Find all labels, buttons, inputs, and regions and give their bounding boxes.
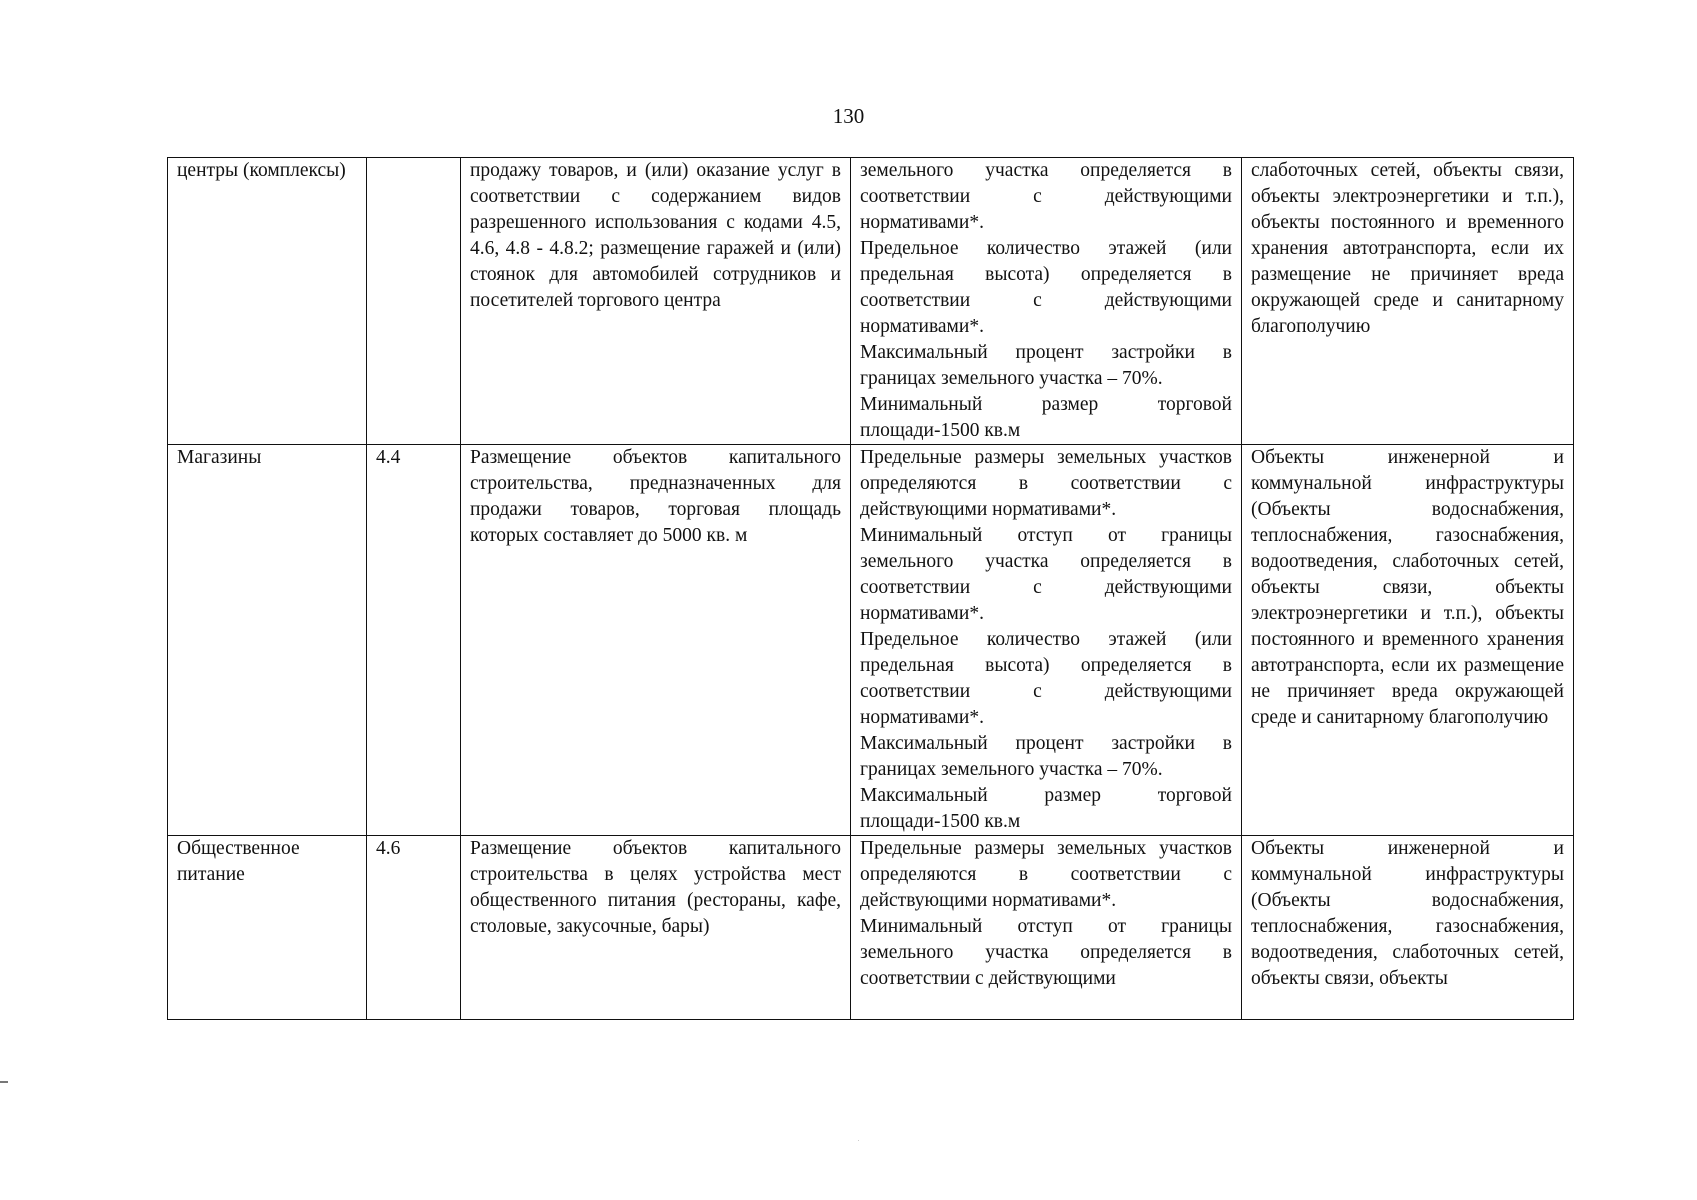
parameter-line: Минимальный отступ от границы земельного участка определяется в соответствии с действующими нормативами*. (860, 525, 1232, 624)
parameter-line: Минимальный размер торговой площади-1500 кв.м (860, 394, 1232, 441)
parameter-line: земельного участка определяется в соответствии с действующими нормативами*. (860, 160, 1232, 233)
table-row (168, 158, 1574, 445)
use-code-cell: 4.6 (367, 836, 461, 1020)
table-row (168, 836, 1574, 1020)
land-use-table (167, 157, 1574, 1020)
use-description-cell: Размещение объектов капитального строительства в целях устройства мест общественного питания (рестораны, кафе, столовые, закусочные, бары) (461, 836, 851, 1020)
use-name-cell: Магазины (168, 445, 367, 836)
table-row (168, 445, 1574, 836)
use-parameters-cell (851, 158, 1242, 445)
parameter-line: Максимальный процент застройки в границах земельного участка – 70%. (860, 342, 1232, 389)
auxiliary-use-cell: Объекты инженерной и коммунальной инфраструктуры (Объекты водоснабжения, теплоснабжения, газоснабжения, водоотведения, слаботочных сетей, объекты связи, объекты (1242, 836, 1574, 1020)
use-description-cell: продажу товаров, и (или) оказание услуг в соответствии с содержанием видов разрешенного использования с кодами 4.5, 4.6, 4.8 - 4.8.2; размещение гаражей и (или) стоянок для автомобилей сотрудников и посетителей торгового центра (461, 158, 851, 445)
use-name-cell: центры (комплексы) (168, 158, 367, 445)
page-number: 130 (832, 104, 865, 128)
parameter-line: Предельные размеры земельных участков определяются в соответствии с действующими нормативами*. (860, 838, 1232, 911)
parameter-line: Предельные размеры земельных участков определяются в соответствии с действующими нормативами*. (860, 447, 1232, 520)
auxiliary-use-cell: Объекты инженерной и коммунальной инфраструктуры (Объекты водоснабжения, теплоснабжения, газоснабжения, водоотведения, слаботочных сетей, объекты связи, объекты электроэнергетики и т.п.), объекты постоянного и временного хранения автотранспорта, если их размещение не причиняет вреда окружающей среде и санитарному благополучию (1242, 445, 1574, 836)
parameter-line: Минимальный отступ от границы земельного участка определяется в соответствии с действующими (860, 916, 1232, 989)
use-parameters-cell (851, 445, 1242, 836)
parameter-line: Предельное количество этажей (или предельная высота) определяется в соответствии с действующими нормативами*. (860, 238, 1232, 337)
use-code-cell: 4.4 (367, 445, 461, 836)
parameter-line: Предельное количество этажей (или предельная высота) определяется в соответствии с действующими нормативами*. (860, 629, 1232, 728)
parameter-line: Максимальный размер торговой площади-1500 кв.м (860, 785, 1232, 832)
use-name-cell: Общественное питание (168, 836, 367, 1020)
parameter-line: Максимальный процент застройки в границах земельного участка – 70%. (860, 733, 1232, 780)
scan-edge-mark (0, 1081, 8, 1083)
use-parameters-cell (851, 836, 1242, 1020)
use-code-cell (367, 158, 461, 445)
use-description-cell: Размещение объектов капитального строительства, предназначенных для продажи товаров, торговая площадь которых составляет до 5000 кв. м (461, 445, 851, 836)
scan-dust-mark (858, 1140, 859, 1141)
auxiliary-use-cell: слаботочных сетей, объекты связи, объекты электроэнергетики и т.п.), объекты постоянного и временного хранения автотранспорта, если их размещение не причиняет вреда окружающей среде и санитарному благополучию (1242, 158, 1574, 445)
